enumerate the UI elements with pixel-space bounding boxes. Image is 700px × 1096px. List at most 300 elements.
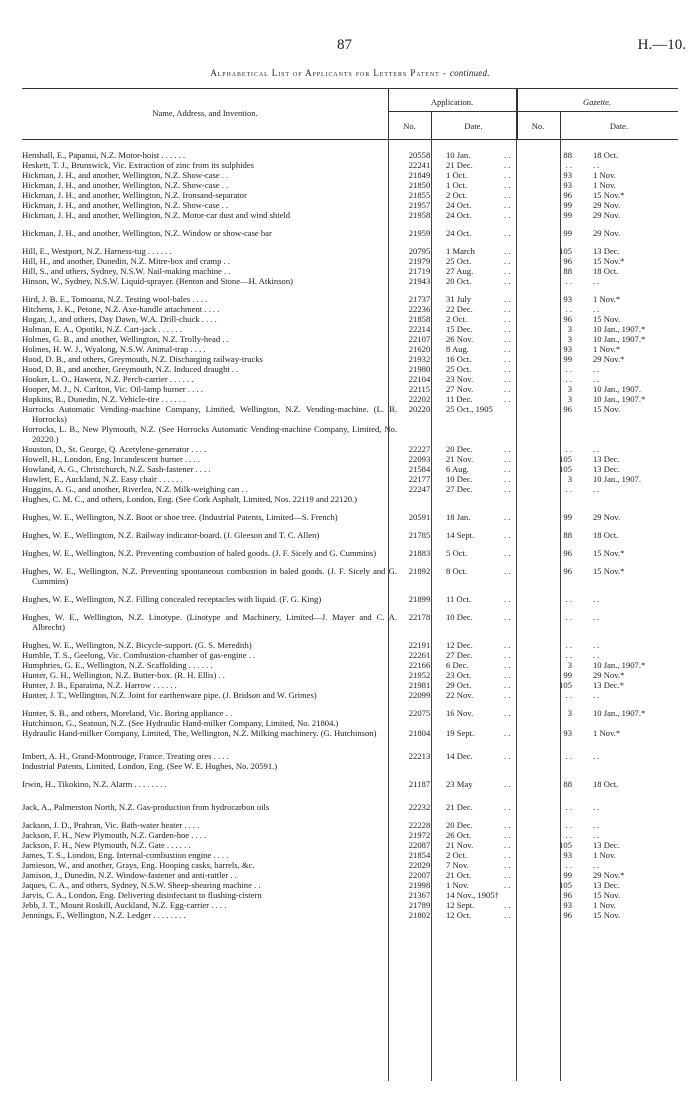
- application-number: 21943: [408, 276, 431, 286]
- gazette-number: . .: [565, 650, 572, 660]
- application-number: 21998: [408, 880, 431, 890]
- application-date: 14 Sept.: [446, 530, 475, 540]
- table-row: [22, 708, 678, 718]
- applicant-entry: Hooker, L. O., Hawera, N.Z. Perch-carrier . . . . . .: [22, 374, 194, 384]
- application-date: 18 Jan.: [446, 512, 471, 522]
- application-number: 22191: [408, 640, 431, 650]
- application-date: 22 Nov.: [446, 690, 474, 700]
- gazette-number: 88: [563, 266, 572, 276]
- gazette-date: 1 Nov.*: [593, 294, 621, 304]
- gazette-number: . .: [565, 276, 572, 286]
- table-row: [22, 276, 678, 286]
- application-number: 21980: [408, 364, 431, 374]
- application-date: 8 Oct.: [446, 566, 468, 576]
- gazette-number: 96: [563, 910, 572, 920]
- gazette-date: . .: [593, 276, 600, 286]
- gazette-number: 96: [563, 256, 572, 266]
- gazette-date: . .: [593, 160, 600, 170]
- application-date: 2 Oct.: [446, 314, 468, 324]
- gazette-date: 15 Nov.: [593, 890, 621, 900]
- gazette-number: 96: [563, 566, 572, 576]
- application-date: 29 Oct.: [446, 680, 472, 690]
- gazette-date: 29 Nov.*: [593, 354, 625, 364]
- table-row: [22, 728, 678, 738]
- leader-dots: . .: [504, 830, 511, 840]
- leader-dots: . .: [504, 880, 511, 890]
- applicant-entry: Hughes, W. E., Wellington, N.Z. Preventing spontaneous combustion in baled goods. (J. F. Sicely and G. Cummins): [22, 566, 397, 586]
- table-row: [22, 820, 678, 830]
- gazette-number: . .: [565, 160, 572, 170]
- application-date: 8 Aug.: [446, 344, 469, 354]
- leader-dots: . .: [504, 228, 511, 238]
- leader-dots: . .: [504, 354, 511, 364]
- leader-dots: . .: [504, 256, 511, 266]
- application-date: 11 Oct.: [446, 594, 471, 604]
- application-date: 1 Oct.: [446, 180, 468, 190]
- gazette-number: 105: [559, 680, 572, 690]
- application-number: 22007: [408, 870, 431, 880]
- application-date: 25 Oct., 1905: [446, 404, 493, 414]
- applicant-entry: Hughes, C. M. C., and others, London, Eng. (See Cork Asphalt, Limited, Nos. 22119 and 22120.): [22, 494, 358, 504]
- application-date: 1 Nov.: [446, 880, 469, 890]
- application-date: 23 Oct.: [446, 670, 472, 680]
- gazette-number: 99: [563, 228, 572, 238]
- gazette-date: 13 Dec.: [593, 840, 620, 850]
- applicant-entry: Hird, J. B. E., Tomoana, N.Z. Testing wool-bales . . . .: [22, 294, 208, 304]
- application-number: 21981: [408, 680, 431, 690]
- table-row: [22, 660, 678, 670]
- application-date: 10 Jan.: [446, 150, 471, 160]
- application-number: 22227: [408, 444, 431, 454]
- application-number: 21850: [408, 180, 431, 190]
- gazette-number: 93: [563, 294, 572, 304]
- application-number: 22099: [408, 690, 431, 700]
- gazette-number: . .: [565, 860, 572, 870]
- table-row: [22, 384, 678, 394]
- application-date: 6 Aug.: [446, 464, 469, 474]
- application-number: 20220: [408, 404, 431, 414]
- gazette-date: . .: [593, 650, 600, 660]
- applicant-entry: Jackson, J. D., Prahran, Vic. Bath-water heater . . . .: [22, 820, 200, 830]
- leader-dots: . .: [504, 160, 511, 170]
- gazette-number: . .: [565, 612, 572, 622]
- application-number: 20558: [408, 150, 431, 160]
- gazette-date: 10 Jan., 1907.*: [593, 334, 646, 344]
- application-date: 23 Nov.: [446, 374, 474, 384]
- gazette-date: 1 Nov.: [593, 850, 616, 860]
- gazette-number: 93: [563, 180, 572, 190]
- application-date: 21 Nov.: [446, 454, 474, 464]
- table-row: [22, 594, 678, 604]
- gazette-date: . .: [593, 751, 600, 761]
- gazette-date: 10 Jan., 1907.*: [593, 324, 646, 334]
- application-date: 12 Sept.: [446, 900, 475, 910]
- gazette-date: 18 Oct.: [593, 150, 619, 160]
- applicant-entry: Holmes, H. W. J., Wyalong, N.S.W. Animal-trap . . . .: [22, 344, 206, 354]
- gazette-number: 93: [563, 170, 572, 180]
- table-row: [22, 548, 678, 558]
- gazette-date: 1 Nov.*: [593, 728, 621, 738]
- leader-dots: . .: [504, 779, 511, 789]
- application-number: 21959: [408, 228, 431, 238]
- gazette-number: 96: [563, 404, 572, 414]
- gazette-date: . .: [593, 374, 600, 384]
- application-date: 12 Dec.: [446, 640, 473, 650]
- gazette-number: . .: [565, 444, 572, 454]
- table-row: [22, 364, 678, 374]
- application-date: 2 Oct.: [446, 190, 468, 200]
- leader-dots: . .: [504, 650, 511, 660]
- gazette-number: . .: [565, 640, 572, 650]
- applicant-entry: Houston, D., St. George, Q. Acetylene-generator . . . .: [22, 444, 207, 454]
- table-row: [22, 900, 678, 910]
- applicant-entry: Jackson, F. H., New Plymouth, N.Z. Garden-hoe . . . .: [22, 830, 207, 840]
- gazette-number: . .: [565, 484, 572, 494]
- title-main: Alphabetical List of Applicants for Letters Patent: [210, 68, 440, 78]
- table-row: [22, 850, 678, 860]
- gazette-number: 96: [563, 890, 572, 900]
- leader-dots: . .: [504, 474, 511, 484]
- application-date: 14 Dec.: [446, 751, 473, 761]
- gazette-date: . .: [593, 444, 600, 454]
- application-number: 22228: [408, 820, 431, 830]
- application-number: 22115: [408, 384, 431, 394]
- leader-dots: . .: [504, 850, 511, 860]
- applicant-entry: Huggins, A. G., and another, Riverlea, N.Z. Milk-weighing can . .: [22, 484, 248, 494]
- gazette-date: 10 Jan., 1907.*: [593, 394, 646, 404]
- table-row: [22, 228, 678, 238]
- gazette-no-header: No.: [531, 121, 545, 131]
- gazette-number: 105: [559, 246, 572, 256]
- table-row: [22, 860, 678, 870]
- gazette-number: 99: [563, 354, 572, 364]
- table-row: [22, 424, 678, 444]
- application-date: 25 Oct.: [446, 256, 472, 266]
- leader-dots: . .: [504, 860, 511, 870]
- gazette-date: 18 Oct.: [593, 266, 619, 276]
- applicant-entry: Hill, E., Westport, N.Z. Harness-tug . . . . . .: [22, 246, 172, 256]
- applicant-entry: Irwin, H., Tikokino, N.Z. Alarm . . . . . . . .: [22, 779, 167, 789]
- leader-dots: . .: [504, 374, 511, 384]
- applicant-entry: Hydraulic Hand-milker Company, Limited, The, Wellington, N.Z. Milking machinery. (G. Hutchinson): [22, 728, 377, 738]
- name-column-header: Name, Address, and Invention.: [152, 108, 258, 118]
- applicant-entry: Hickman, J. H., and another, Wellington, N.Z. Motor-car dust and wind shield: [22, 210, 291, 220]
- application-date: 26 Nov.: [446, 334, 474, 344]
- gazette-date: 1 Nov.*: [593, 344, 621, 354]
- table-row: [22, 680, 678, 690]
- table-row: [22, 640, 678, 650]
- leader-dots: . .: [504, 150, 511, 160]
- application-number: 21854: [408, 850, 431, 860]
- table-row: [22, 256, 678, 266]
- application-number: 21620: [408, 344, 431, 354]
- gazette-date: 15 Nov.*: [593, 566, 625, 576]
- application-number: 22202: [408, 394, 431, 404]
- leader-dots: . .: [504, 594, 511, 604]
- application-number: 21719: [408, 266, 431, 276]
- gazette-number: 88: [563, 150, 572, 160]
- table-row: [22, 670, 678, 680]
- gazette-number: 3: [567, 708, 572, 718]
- application-date: 26 Oct.: [446, 830, 472, 840]
- application-date: 20 Oct.: [446, 276, 472, 286]
- gazette-date: 1 Nov.: [593, 900, 616, 910]
- table-row: [22, 718, 678, 728]
- application-number: 21957: [408, 200, 431, 210]
- application-number: 21972: [408, 830, 431, 840]
- applicant-entry: Hughes, W. E., Wellington, N.Z. Filling concealed receptacles with liquid. (F. G. King): [22, 594, 322, 604]
- table-row: [22, 830, 678, 840]
- leader-dots: . .: [504, 840, 511, 850]
- gazette-date: . .: [593, 364, 600, 374]
- application-number: 22177: [408, 474, 431, 484]
- leader-dots: . .: [504, 344, 511, 354]
- application-number: 21367: [408, 890, 431, 900]
- gazette-date: 13 Dec.: [593, 454, 620, 464]
- applicant-entry: Industrial Patents, Limited, London, Eng. (See W. E. Hughes, No. 20591.): [22, 761, 278, 771]
- application-date: 10 Dec.: [446, 612, 473, 622]
- gazette-date: 29 Nov.: [593, 210, 621, 220]
- gazette-date: 29 Nov.*: [593, 670, 625, 680]
- gazette-number: . .: [565, 830, 572, 840]
- table-row: [22, 374, 678, 384]
- gazette-number: 96: [563, 548, 572, 558]
- leader-dots: . .: [504, 900, 511, 910]
- gazette-number: . .: [565, 304, 572, 314]
- leader-dots: . .: [504, 680, 511, 690]
- application-date: 14 Nov., 1905†: [446, 890, 499, 900]
- gazette-date: 29 Nov.: [593, 200, 621, 210]
- applicant-entry: Jackson, F. H., New Plymouth, N.Z. Gate . . . . . .: [22, 840, 191, 850]
- table-row: [22, 294, 678, 304]
- leader-dots: . .: [504, 708, 511, 718]
- table-header: [22, 88, 678, 140]
- gazette-date: 13 Dec.: [593, 246, 620, 256]
- gazette-number: 99: [563, 870, 572, 880]
- leader-dots: . .: [504, 660, 511, 670]
- table-row: [22, 246, 678, 256]
- leader-dots: . .: [504, 640, 511, 650]
- leader-dots: . .: [504, 246, 511, 256]
- gazette-number: 3: [567, 384, 572, 394]
- gazette-date: 18 Oct.: [593, 530, 619, 540]
- application-number: 21883: [408, 548, 431, 558]
- table-row: [22, 464, 678, 474]
- application-number: 22166: [408, 660, 431, 670]
- applicant-entry: Hughes, W. E., Wellington, N.Z. Linotype. (Linotype and Machinery, Limited—J. Mayer and C. A. Albrecht): [22, 612, 397, 632]
- gazette-date: . .: [593, 690, 600, 700]
- application-date: 31 July: [446, 294, 472, 304]
- table-row: [22, 394, 678, 404]
- leader-dots: . .: [504, 170, 511, 180]
- gazette-date: 15 Nov.: [593, 910, 621, 920]
- application-date: 23 May: [446, 779, 473, 789]
- leader-dots: . .: [504, 690, 511, 700]
- gazette-date: . .: [593, 640, 600, 650]
- application-number: 22075: [408, 708, 431, 718]
- applicant-entry: James, T. S., London, Eng. Internal-combustion engine . . . .: [22, 850, 229, 860]
- gazette-number: . .: [565, 820, 572, 830]
- table-row: [22, 880, 678, 890]
- gazette-date: 13 Dec.: [593, 880, 620, 890]
- gazette-date: . .: [593, 594, 600, 604]
- leader-dots: . .: [504, 612, 511, 622]
- gazette-number: 93: [563, 850, 572, 860]
- application-number: 21892: [408, 566, 431, 576]
- leader-dots: . .: [504, 530, 511, 540]
- application-number: 21958: [408, 210, 431, 220]
- gazette-number: 93: [563, 728, 572, 738]
- page-number: 87: [337, 37, 352, 53]
- application-number: 21952: [408, 670, 431, 680]
- leader-dots: . .: [504, 276, 511, 286]
- application-number: 22236: [408, 304, 431, 314]
- title-continued: continued.: [449, 68, 490, 78]
- table-row: [22, 304, 678, 314]
- gazette-date: 29 Nov.: [593, 228, 621, 238]
- application-number: 20591: [408, 512, 431, 522]
- applicant-entry: Howlett, E., Auckland, N.Z. Easy chair . . . . . .: [22, 474, 183, 484]
- application-number: 22107: [408, 334, 431, 344]
- applicant-entry: Howland, A. G., Christchurch, N.Z. Sash-fastener . . . .: [22, 464, 211, 474]
- table-row: [22, 530, 678, 540]
- gazette-date: 10 Jan., 1907.*: [593, 660, 646, 670]
- gazette-number: 3: [567, 660, 572, 670]
- application-number: 21187: [408, 779, 431, 789]
- applicant-entry: Hunter, J. T., Wellington, N.Z. Joint for earthenware pipe. (J. Bridson and W. Grimes): [22, 690, 317, 700]
- table-row: [22, 650, 678, 660]
- applicant-entry: Hunter, J. B., Eparaima, N.Z. Harrow . . . . . .: [22, 680, 177, 690]
- table-row: [22, 444, 678, 454]
- gazette-date: . .: [593, 304, 600, 314]
- gazette-number: 96: [563, 190, 572, 200]
- applicant-entry: Hickman, J. H., and another, Wellington, N.Z. Window or show-case bar: [22, 228, 272, 238]
- gazette-number: 93: [563, 344, 572, 354]
- gazette-number: 105: [559, 464, 572, 474]
- leader-dots: . .: [504, 294, 511, 304]
- application-date: 7 Nov.: [446, 860, 469, 870]
- gazette-date: 1 Nov.: [593, 180, 616, 190]
- table-row: [22, 170, 678, 180]
- leader-dots: . .: [504, 566, 511, 576]
- applicant-list: [22, 150, 678, 920]
- application-number: 21849: [408, 170, 431, 180]
- leader-dots: . .: [504, 200, 511, 210]
- gazette-number: . .: [565, 690, 572, 700]
- table-row: [22, 761, 678, 771]
- applicant-entry: Jaques, C. A., and others, Sydney, N.S.W. Sheep-shearing machine . .: [22, 880, 261, 890]
- leader-dots: . .: [504, 820, 511, 830]
- application-number: 21899: [408, 594, 431, 604]
- application-date: 16 Oct.: [446, 354, 472, 364]
- applicant-entry: Hughes, W. E., Wellington, N.Z. Preventing combustion of baled goods. (J. F. Sicely and G. Cummins): [22, 548, 377, 558]
- leader-dots: . .: [504, 384, 511, 394]
- leader-dots: . .: [504, 454, 511, 464]
- application-number: 21737: [408, 294, 431, 304]
- application-date: 12 Oct.: [446, 910, 472, 920]
- table-row: [22, 494, 678, 504]
- gazette-number: 99: [563, 200, 572, 210]
- table-row: [22, 779, 678, 789]
- application-date: 2 Oct.: [446, 850, 468, 860]
- application-date: 6 Dec.: [446, 660, 469, 670]
- applicant-entry: Jebb, J. T., Mount Roskill, Auckland, N.Z. Egg-carrier . . . .: [22, 900, 227, 910]
- table-row: [22, 890, 678, 900]
- gazette-date: 10 Jan., 1907.*: [593, 708, 646, 718]
- gazette-date: 10 Jan., 1907.: [593, 384, 641, 394]
- application-number: 22087: [408, 840, 431, 850]
- leader-dots: . .: [504, 334, 511, 344]
- table-row: [22, 566, 678, 586]
- application-number: 22029: [408, 860, 431, 870]
- leader-dots: . .: [504, 314, 511, 324]
- leader-dots: . .: [504, 266, 511, 276]
- table-row: [22, 150, 678, 160]
- application-date-header: Date.: [464, 121, 483, 131]
- application-date: 24 Oct.: [446, 228, 472, 238]
- table-row: [22, 266, 678, 276]
- gazette-date: . .: [593, 484, 600, 494]
- leader-dots: . .: [504, 751, 511, 761]
- gazette-date: 15 Nov.*: [593, 256, 625, 266]
- application-number: 21932: [408, 354, 431, 364]
- application-number: 21804: [408, 728, 431, 738]
- application-number: 21785: [408, 530, 431, 540]
- applicant-entry: Henshall, E., Papanui, N.Z. Motor-hoist . . . . . .: [22, 150, 186, 160]
- page-title: Alphabetical List of Applicants for Letters Patent - continued.: [210, 68, 490, 78]
- table-row: [22, 612, 678, 632]
- table-row: [22, 404, 678, 424]
- application-date: 20 Dec.: [446, 444, 473, 454]
- gazette-date: . .: [593, 820, 600, 830]
- applicant-entry: Hunter, G. H., Wellington, N.Z. Butter-box. (R. H. Ellis) . .: [22, 670, 225, 680]
- document-reference: H.—10.: [637, 37, 686, 53]
- gazette-date: 15 Nov.: [593, 404, 621, 414]
- applicant-entry: Hood, D. B., and another, Greymouth, N.Z. Induced draught . .: [22, 364, 239, 374]
- leader-dots: . .: [504, 870, 511, 880]
- application-number: 22213: [408, 751, 431, 761]
- gazette-column-header: Gazette.: [582, 97, 612, 107]
- gazette-date: 1 Nov.: [593, 170, 616, 180]
- applicant-entry: Jarvis, C. A., London, Eng. Delivering disinfectant to flushing-cistern: [22, 890, 262, 900]
- applicant-entry: Jamison, J., Dunedin, N.Z. Window-fastener and anti-rattler . .: [22, 870, 237, 880]
- application-date: 21 Dec.: [446, 160, 473, 170]
- applicant-entry: Hogan, J., and others, Day Dawn, W.A. Drill-chuck . . . .: [22, 314, 217, 324]
- leader-dots: . .: [504, 910, 511, 920]
- gazette-date: 13 Dec.: [593, 464, 620, 474]
- application-column-header: Application.: [430, 97, 474, 107]
- gazette-number: 88: [563, 530, 572, 540]
- applicant-entry: Hughes, W. E., Wellington, N.Z. Boot or shoe tree. (Industrial Patents, Limited—S. French): [22, 512, 338, 522]
- application-date: 1 Oct.: [446, 170, 468, 180]
- application-number: 21858: [408, 314, 431, 324]
- applicant-entry: Hickman, J. H., and another, Wellington, N.Z. Show-case . .: [22, 180, 229, 190]
- applicant-entry: Hutchinson, G., Seatoun, N.Z. (See Hydraulic Hand-milker Company, Limited, No. 21804.): [22, 718, 339, 728]
- application-number: 22178: [408, 612, 431, 622]
- gazette-date: 15 Nov.: [593, 314, 621, 324]
- applicant-entry: Hitchens, J. K., Petone, N.Z. Axe-handle attachment . . . .: [22, 304, 220, 314]
- gazette-number: 93: [563, 900, 572, 910]
- applicant-entry: Humphries, G. E., Wellington, N.Z. Scaffolding . . . . . .: [22, 660, 213, 670]
- application-date: 11 Dec.: [446, 394, 473, 404]
- application-number: 21802: [408, 910, 431, 920]
- table-row: [22, 344, 678, 354]
- application-date: 21 Nov.: [446, 840, 474, 850]
- applicant-entry: Hughes, W. E., Wellington, N.Z. Bicycle-support. (G. S. Meredith): [22, 640, 252, 650]
- application-number: 22232: [408, 802, 431, 812]
- application-date: 1 March: [446, 246, 475, 256]
- leader-dots: . .: [504, 728, 511, 738]
